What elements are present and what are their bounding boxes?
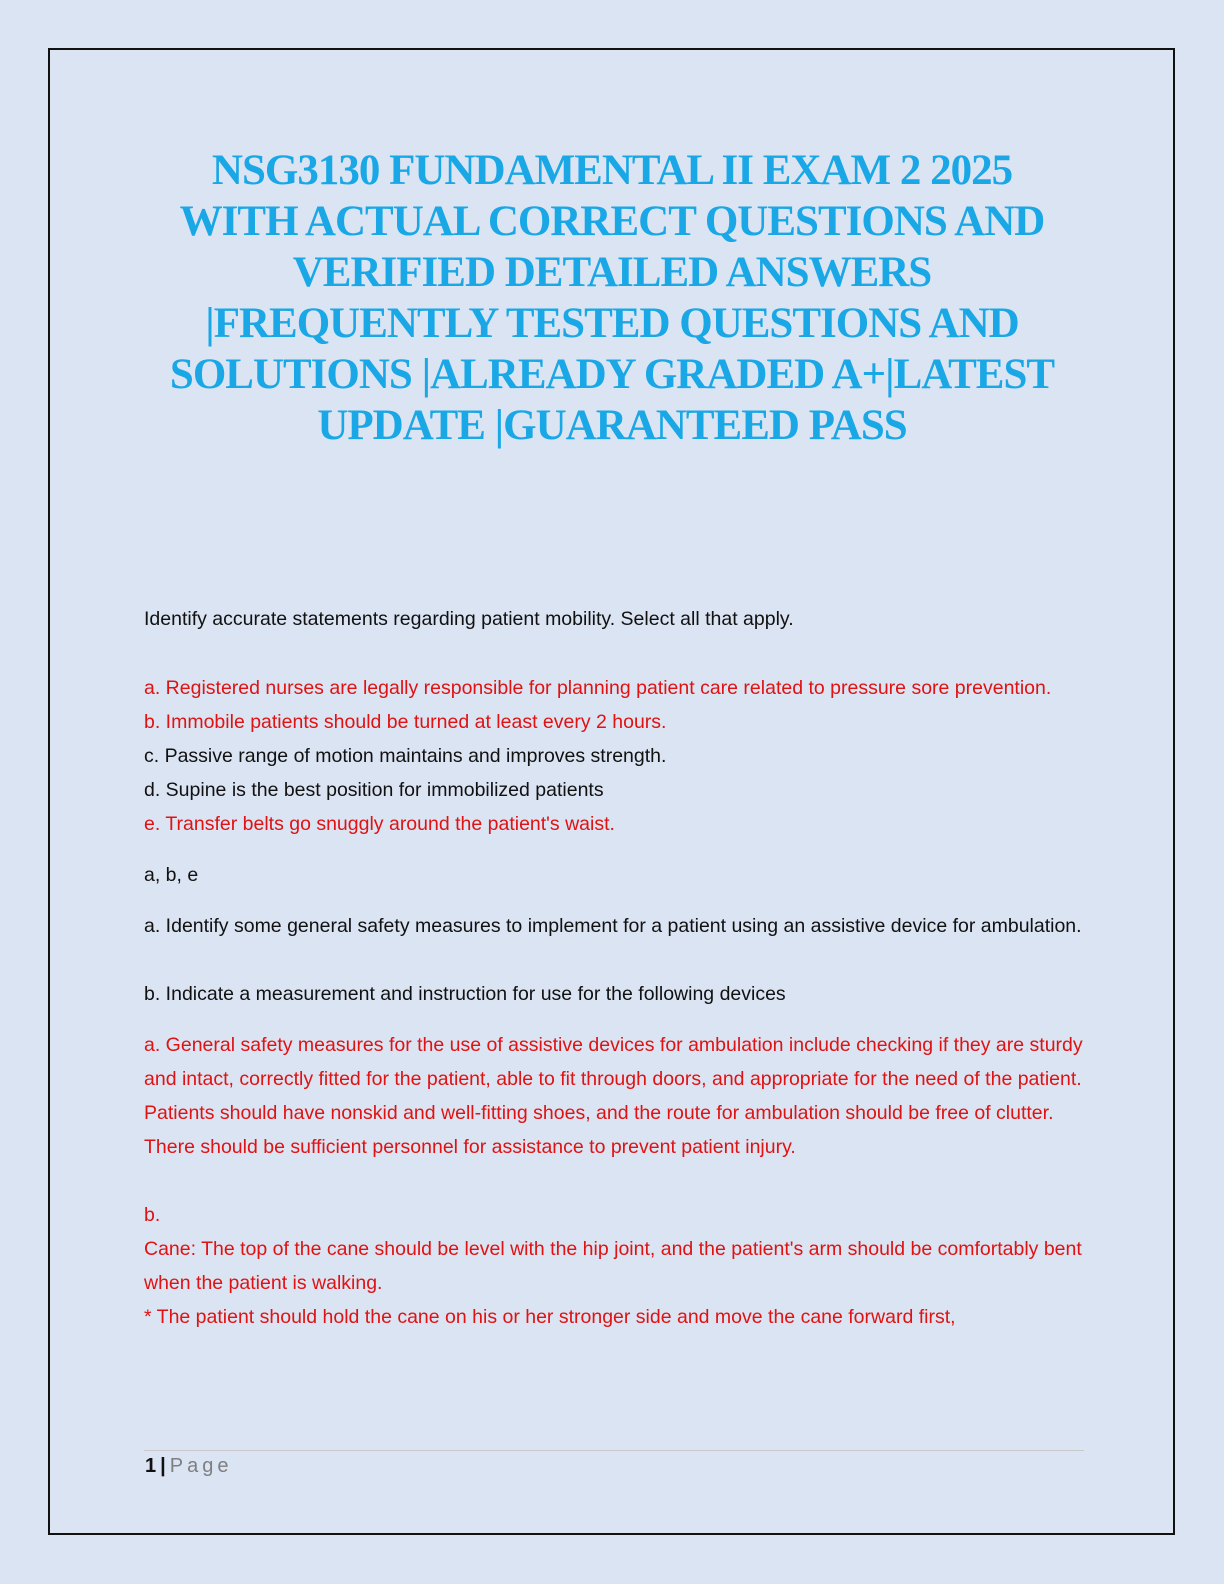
title-line: SOLUTIONS |ALREADY GRADED A+|LATEST [169, 351, 1055, 398]
question1-option-b: b. Immobile patients should be turned at least every 2 hours. [144, 711, 667, 733]
question2-answer-a: a. General safety measures for the use of assistive devices for ambulation include checking if they are sturdy and intact, correctly fitted for the patient, able to fit through doors, and appropriate for the need of the patient. Patients should have nonskid and well-fitting shoes, and the route for ambulation should be free of clutter. There should be sufficient personnel for assistance to prevent patient injury. [144, 1034, 1083, 1158]
document-title [140, 145, 1084, 451]
title-line: UPDATE |GUARANTEED PASS [317, 402, 907, 449]
question1-option-e: e. Transfer belts go snuggly around the patient's waist. [144, 813, 615, 835]
page-label: Page [169, 1455, 233, 1477]
question1-answer-key: a, b, e [144, 864, 199, 886]
question2-prompt-a: a. Identify some general safety measures to implement for a patient using an assistive device for ambulation. [144, 915, 1082, 937]
footer-separator: | [160, 1455, 166, 1477]
title-line: NSG3130 FUNDAMENTAL II EXAM 2 2025 [211, 147, 1013, 194]
question2-answer-b-cane: Cane: The top of the cane should be level with the hip joint, and the patient's arm should be comfortably bent when the patient is walking. [144, 1238, 1082, 1294]
question1-option-c: c. Passive range of motion maintains and improves strength. [144, 745, 667, 767]
page-number: 1 [145, 1455, 157, 1477]
footer-divider [144, 1450, 1084, 1451]
question1-option-d: d. Supine is the best position for immobilized patients [144, 779, 604, 801]
question1-option-a: a. Registered nurses are legally responsible for planning patient care related to pressure sore prevention. [144, 677, 1052, 699]
question2-prompt-b: b. Indicate a measurement and instruction for use for the following devices [144, 983, 786, 1005]
title-line: VERIFIED DETAILED ANSWERS [292, 249, 932, 296]
title-line: WITH ACTUAL CORRECT QUESTIONS AND [179, 198, 1045, 245]
question2-answer-b-note: * The patient should hold the cane on his or her stronger side and move the cane forward first, [144, 1306, 956, 1328]
title-line: |FREQUENTLY TESTED QUESTIONS AND [205, 300, 1019, 347]
question1-prompt: Identify accurate statements regarding patient mobility. Select all that apply. [144, 608, 794, 630]
page-footer [145, 1453, 232, 1479]
document-body [144, 602, 1084, 1334]
question2-answer-b-label: b. [144, 1204, 161, 1226]
